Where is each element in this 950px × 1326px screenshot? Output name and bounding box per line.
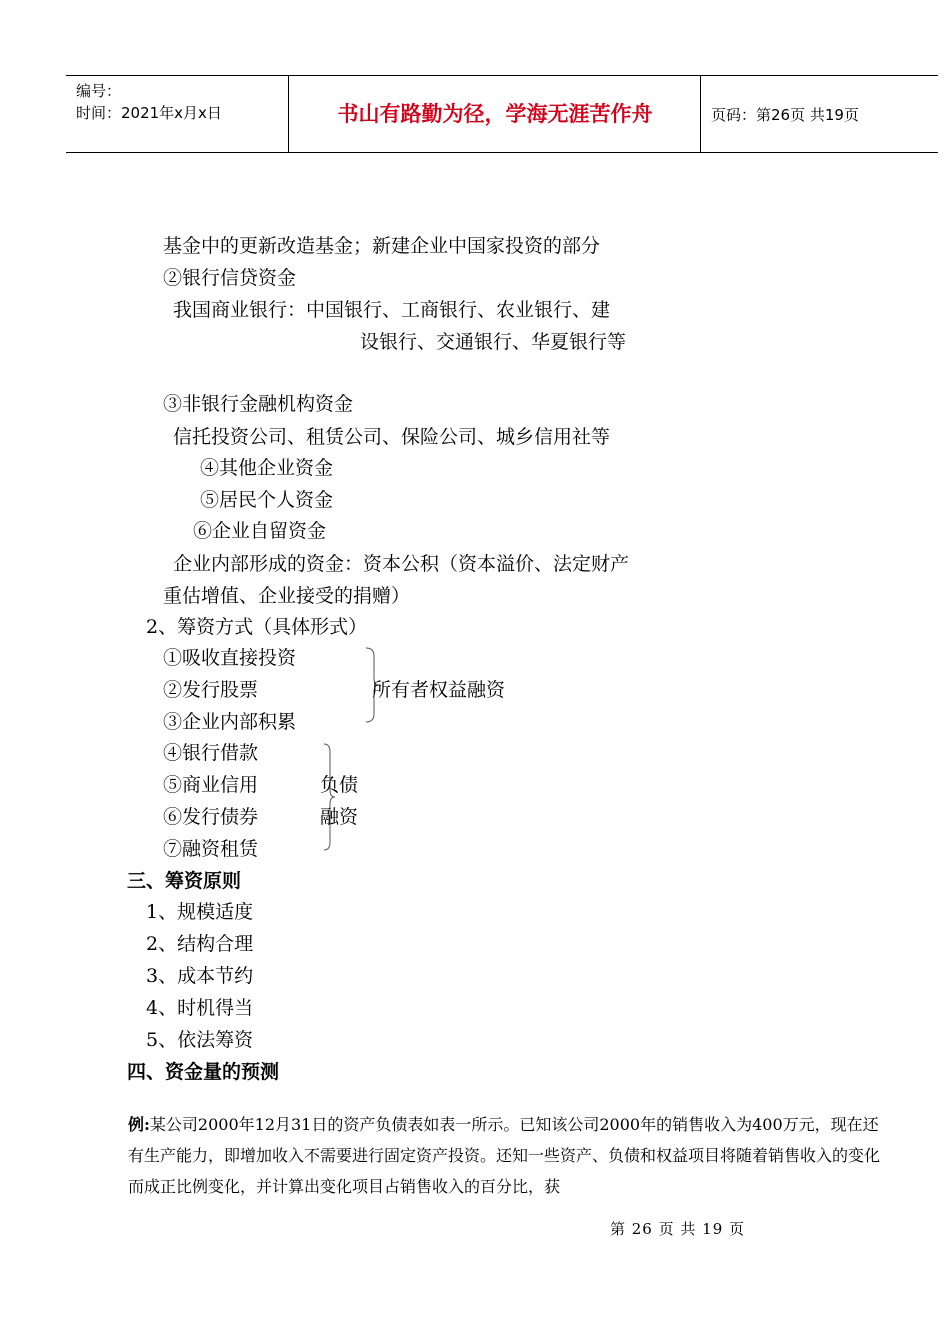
page-footer: 第 26 页 共 19 页 bbox=[610, 1220, 746, 1238]
debt-financing-label: 负债 bbox=[320, 774, 359, 796]
list-item: 5、依法筹资 bbox=[146, 1029, 254, 1051]
list-item: 2、结构合理 bbox=[146, 933, 254, 955]
example-paragraph bbox=[128, 1109, 880, 1202]
header-motto: 书山有路勤为径，学海无涯苦作舟 bbox=[337, 102, 653, 126]
list-item: ⑦融资租赁 bbox=[163, 838, 259, 860]
list-item: 4、时机得当 bbox=[146, 997, 254, 1019]
header-page-info: 页码：第26页 共19页 bbox=[711, 106, 859, 124]
equity-financing-label: 所有者权益融资 bbox=[372, 679, 506, 701]
list-item: ①吸收直接投资 bbox=[163, 647, 297, 669]
header-meta bbox=[76, 80, 222, 124]
list-item: ⑥发行债券 bbox=[163, 806, 259, 828]
text-line: 重估增值、企业接受的捐赠） bbox=[163, 585, 411, 607]
list-item: ④其他企业资金 bbox=[200, 457, 334, 479]
list-item: ⑤居民个人资金 bbox=[200, 489, 334, 511]
list-item: ④银行借款 bbox=[163, 742, 259, 764]
list-item: ③非银行金融机构资金 bbox=[163, 393, 354, 415]
header-divider bbox=[700, 76, 701, 152]
section-heading: 三、筹资原则 bbox=[127, 870, 242, 892]
page-header bbox=[66, 75, 938, 153]
header-divider bbox=[288, 76, 289, 152]
list-item: ⑤商业信用 bbox=[163, 774, 259, 796]
list-item: 3、成本节约 bbox=[146, 965, 254, 987]
list-item: 1、规模适度 bbox=[146, 901, 254, 923]
section-heading: 四、资金量的预测 bbox=[127, 1061, 280, 1083]
doc-number-label: 编号： bbox=[76, 82, 122, 100]
list-item: ⑥企业自留资金 bbox=[193, 520, 327, 542]
debt-financing-label: 融资 bbox=[320, 806, 359, 828]
list-item: ②银行信贷资金 bbox=[163, 267, 297, 289]
right-brace-icon bbox=[320, 742, 338, 852]
text-line: 基金中的更新改造基金；新建企业中国家投资的部分 bbox=[163, 235, 601, 257]
example-prefix: 例: bbox=[128, 1115, 150, 1134]
example-text: 某公司2000年12月31日的资产负债表如表一所示。已知该公司2000年的销售收入为400万元，现在还有生产能力，即增加收入不需要进行固定资产投资。还知一些资产、负债和权益项目将随着销售收入的变化而成正比例变化，并计算出变化项目占销售收入的百分比，获 bbox=[128, 1115, 881, 1196]
text-line: 设银行、交通银行、华夏银行等 bbox=[360, 331, 627, 353]
list-item: ②发行股票 bbox=[163, 679, 259, 701]
text-line: 我国商业银行：中国银行、工商银行、农业银行、建 bbox=[173, 299, 611, 321]
list-item: ③企业内部积累 bbox=[163, 711, 297, 733]
section-subheading: 2、筹资方式（具体形式） bbox=[146, 616, 368, 638]
text-line: 信托投资公司、租赁公司、保险公司、城乡信用社等 bbox=[173, 426, 611, 448]
doc-time-label: 时间：2021年x月x日 bbox=[76, 104, 222, 122]
text-line: 企业内部形成的资金：资本公积（资本溢价、法定财产 bbox=[173, 553, 630, 575]
